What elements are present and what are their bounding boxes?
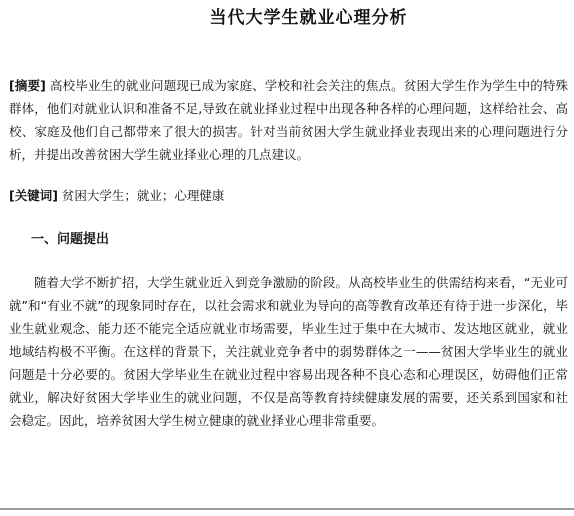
bottom-divider (0, 508, 574, 510)
body-paragraph: 随着大学不断扩招，大学生就业近入到竞争激励的阶段。从高校毕业生的供需结构来看，“无业可就”和“有业不就”的现象同时存在，以社会需求和就业为导向的高等教育改革还有待于进一步深化，毕业生就业观念、能力还不能完全适应就业市场需要，毕业生过于集中在大城市、发达地区就业，就业地域结构极不平衡。在这样的背景下，关注就业竞争者中的弱势群体之一——贫困大学毕业生的就业问题是十分必要的。贫困大学毕业生在就业过程中容易出现各种不良心态和心理误区，妨碍他们正常就业，解决好贫困大学毕业生的就业问题，不仅是高等教育持续健康发展的需要，还关系到国家和社会稳定。因此，培养贫困大学生树立健康的就业择业心理非常重要。 (9, 275, 568, 428)
document-title: 当代大学生就业心理分析 (209, 8, 408, 28)
keywords-text: 贫困大学生；就业；心理健康 (57, 188, 225, 203)
keywords-line (9, 184, 568, 207)
section-heading: 一、问题提出 (31, 232, 110, 247)
abstract-label: [摘要] (9, 78, 46, 93)
abstract-paragraph (9, 74, 568, 166)
keywords-label: [关键词] (9, 188, 58, 203)
abstract-text: 高校毕业生的就业问题现已成为家庭、学校和社会关注的焦点。贫困大学生作为学生中的特殊群体，他们对就业认识和准备不足,导致在就业择业过程中出现各种各样的心理问题，这样给社会、高校、家庭及他们自己都带来了很大的损害。针对当前贫困大学生就业择业表现出来的心理问题进行分析，并提出改善贫困大学生就业择业心理的几点建议。 (9, 78, 568, 162)
